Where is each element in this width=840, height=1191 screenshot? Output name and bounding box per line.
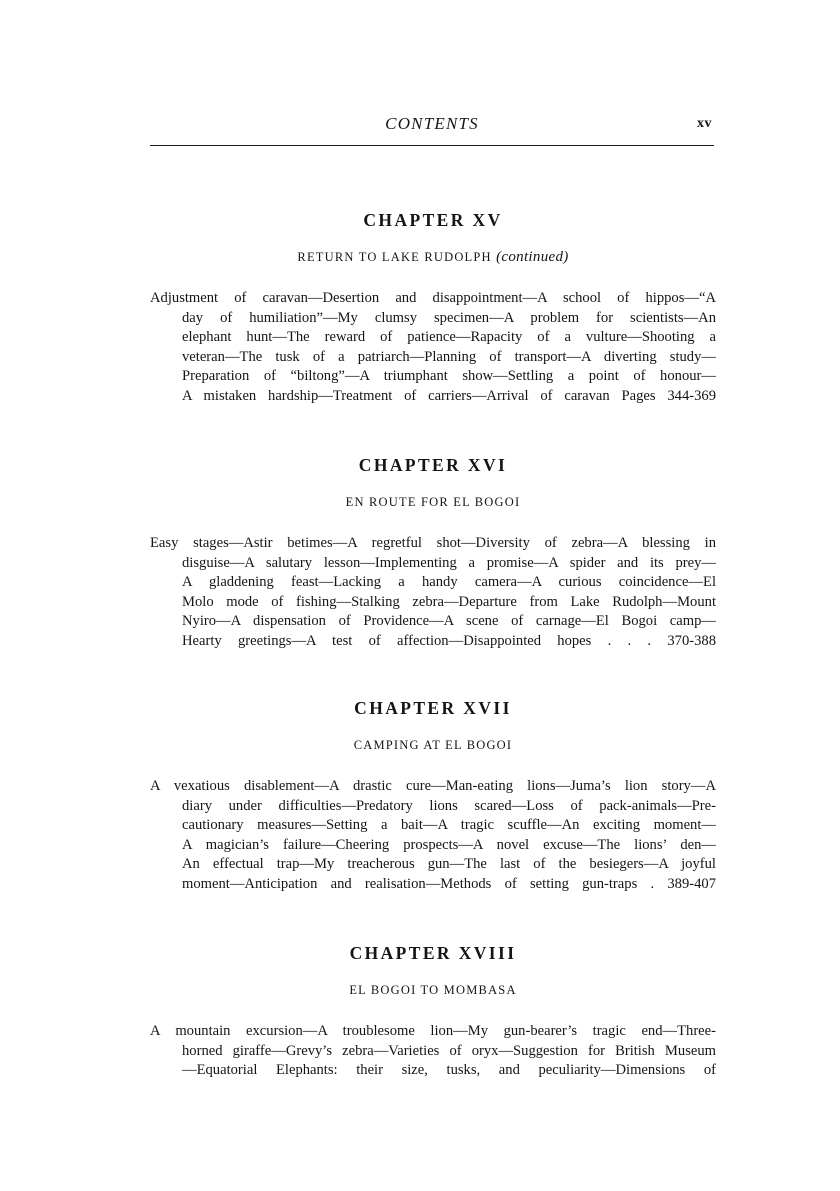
summary-line-pages: Hearty greetings—A test of affection—Disappointed hopes . . . 370-388 xyxy=(182,632,716,649)
summary-line: An effectual trap—My treacherous gun—The last of the besiegers—A joyful xyxy=(182,856,716,872)
summary-line: veteran—The tusk of a patriarch—Planning of transport—A diverting study— xyxy=(182,348,716,365)
chapter-heading: CHAPTER XVII xyxy=(354,698,512,718)
summary-line-pages: A mistaken hardship—Treatment of carriers—Arrival of caravan Pages 344-369 xyxy=(182,387,716,404)
chapter-xviii xyxy=(150,941,716,1081)
chapter-summary xyxy=(150,534,716,651)
summary-line: diary under difficulties—Predatory lions scared—Loss of pack-animals—Pre- xyxy=(182,797,716,814)
chapter-xvii xyxy=(150,696,716,894)
chapter-subtitle xyxy=(150,247,716,267)
chapter-subtitle-text: EL BOGOI TO MOMBASA xyxy=(349,983,517,997)
summary-line: day of humiliation”—My clumsy specimen—A problem for scientists—An xyxy=(182,309,716,326)
chapter-subtitle-text: CAMPING AT EL BOGOI xyxy=(353,738,513,752)
chapter-heading: CHAPTER XV xyxy=(363,210,503,230)
page-number: xv xyxy=(697,116,712,131)
chapter-xvi xyxy=(150,453,716,651)
chapter-heading: CHAPTER XVIII xyxy=(349,943,517,963)
header-rule xyxy=(150,145,714,146)
chapter-summary xyxy=(150,289,716,406)
summary-line: A mountain excursion—A troublesome lion—My gun-bearer’s tragic end—Three- xyxy=(150,1023,716,1039)
chapter-xv xyxy=(150,208,716,406)
summary-line: A magician’s failure—Cheering prospects—A novel excuse—The lions’ den— xyxy=(182,836,716,853)
summary-line: disguise—A salutary lesson—Implementing a promise—A spider and its prey— xyxy=(182,554,716,571)
chapter-subtitle-note: (continued) xyxy=(496,249,569,265)
summary-line: Nyiro—A dispensation of Providence—A scene of carnage—El Bogoi camp— xyxy=(182,613,716,629)
chapter-summary xyxy=(150,1022,716,1081)
summary-line: Preparation of “biltong”—A triumphant show—Settling a point of honour— xyxy=(182,368,716,384)
summary-line: Molo mode of fishing—Stalking zebra—Departure from Lake Rudolph—Mount xyxy=(182,593,716,610)
running-head xyxy=(150,112,714,140)
chapter-summary xyxy=(150,777,716,894)
summary-line: A gladdening feast—Lacking a handy camera—A curious coincidence—El xyxy=(182,574,716,590)
summary-line: elephant hunt—The reward of patience—Rapacity of a vulture—Shooting a xyxy=(182,329,716,345)
chapter-subtitle xyxy=(150,492,716,512)
chapter-subtitle-text: EN ROUTE FOR EL BOGOI xyxy=(345,495,521,509)
summary-line: A vexatious disablement—A drastic cure—Man-eating lions—Juma’s lion story—A xyxy=(150,778,716,794)
chapter-heading: CHAPTER XVI xyxy=(358,455,508,475)
summary-line: cautionary measures—Setting a bait—A tragic scuffle—An exciting moment— xyxy=(182,817,716,833)
summary-line: horned giraffe—Grevy’s zebra—Varieties of oryx—Suggestion for British Museum xyxy=(182,1042,716,1059)
chapter-subtitle-text: RETURN TO LAKE RUDOLPH xyxy=(297,250,492,264)
summary-line: Easy stages—Astir betimes—A regretful shot—Diversity of zebra—A blessing in xyxy=(150,535,716,551)
running-head-title: CONTENTS xyxy=(385,114,479,133)
summary-line-pages: moment—Anticipation and realisation—Methods of setting gun-traps . 389-407 xyxy=(182,875,716,892)
summary-line: —Equatorial Elephants: their size, tusks, and peculiarity—Dimensions of xyxy=(182,1062,716,1078)
summary-line: Adjustment of caravan—Desertion and disappointment—A school of hippos—“A xyxy=(150,290,716,306)
chapter-subtitle xyxy=(150,735,716,755)
chapter-subtitle xyxy=(150,980,716,1000)
